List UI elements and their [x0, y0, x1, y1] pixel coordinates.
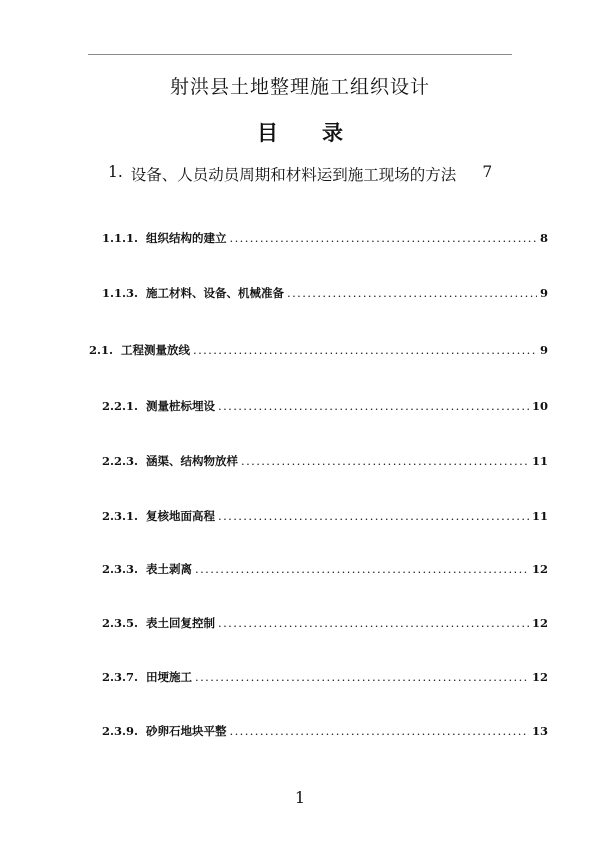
- toc-entry-page: 7: [482, 163, 493, 181]
- toc-leader-dots: [230, 724, 529, 738]
- toc-entry-title: 涵渠、结构物放样: [146, 454, 239, 468]
- toc-entry-page: 12: [531, 670, 548, 684]
- toc-entry[interactable]: [102, 669, 548, 685]
- toc-leader-dots: [195, 670, 529, 684]
- toc-entry-number: 1.1.1.: [102, 231, 139, 245]
- toc-leader-dots: [218, 616, 529, 630]
- toc-entry-title: 复核地面高程: [146, 509, 216, 523]
- toc-leader-dots: [218, 509, 529, 523]
- toc-entry-number: 2.3.9.: [102, 724, 139, 738]
- toc-entry[interactable]: [102, 508, 548, 524]
- toc-entry-page: 12: [531, 562, 548, 576]
- toc-entry-page: 9: [539, 343, 548, 357]
- toc-leader-dots: [195, 562, 529, 576]
- toc-entry-title: 表土剥离: [146, 562, 193, 576]
- toc-leader-dots: [241, 454, 529, 468]
- toc-entry-number: 2.3.7.: [102, 670, 139, 684]
- toc-leader-dots: [218, 399, 529, 413]
- toc-entry-number: 1.: [108, 163, 123, 181]
- toc-entry[interactable]: [102, 453, 548, 469]
- toc-entry[interactable]: [102, 285, 548, 301]
- toc-heading-left: 目: [257, 120, 278, 145]
- toc-entry-number: 2.2.3.: [102, 454, 139, 468]
- toc-entry-page: 11: [531, 454, 548, 468]
- toc-entry-title: 施工材料、设备、机械准备: [146, 286, 285, 300]
- toc-entry-number: 2.3.5.: [102, 616, 139, 630]
- toc-entry[interactable]: [102, 723, 548, 739]
- toc-entry-title: 测量桩标埋设: [146, 399, 216, 413]
- toc-entry[interactable]: [89, 342, 548, 358]
- toc-entry-title: 表土回复控制: [146, 616, 216, 630]
- toc-entry-page: 9: [539, 286, 548, 300]
- toc-entry-page: 10: [531, 399, 548, 413]
- toc-entry-title: 组织结构的建立: [146, 231, 227, 245]
- toc-entry-number: 2.1.: [89, 343, 114, 357]
- toc-entry[interactable]: [102, 398, 548, 414]
- toc-entry-title: 工程测量放线: [121, 343, 191, 357]
- toc-entry-number: 1.1.3.: [102, 286, 139, 300]
- document-title: 射洪县土地整理施工组织设计: [169, 76, 430, 98]
- toc-entry[interactable]: [102, 561, 548, 577]
- toc-leader-dots: [230, 231, 537, 245]
- toc-heading-right: 录: [322, 120, 343, 145]
- toc-heading: [0, 117, 600, 147]
- toc-main-entry[interactable]: [108, 163, 528, 185]
- toc-entry-title: 砂卵石地块平整: [146, 724, 227, 738]
- toc-entry-number: 2.3.1.: [102, 509, 139, 523]
- toc-entry-title: 设备、人员动员周期和材料运到施工现场的方法: [130, 166, 457, 184]
- toc-entry[interactable]: [102, 230, 548, 246]
- toc-entry-page: 11: [531, 509, 548, 523]
- toc-leader-dots: [287, 286, 537, 300]
- toc-entry-title: 田埂施工: [146, 670, 193, 684]
- toc-entry-number: 2.2.1.: [102, 399, 139, 413]
- toc-entry-page: 12: [531, 616, 548, 630]
- header-rule: [88, 54, 512, 55]
- page-number: 1: [294, 788, 306, 807]
- toc-entry-page: 8: [539, 231, 548, 245]
- toc-entry-page: 13: [531, 724, 548, 738]
- toc-leader-dots: [193, 343, 537, 357]
- toc-entry-number: 2.3.3.: [102, 562, 139, 576]
- toc-entry[interactable]: [102, 615, 548, 631]
